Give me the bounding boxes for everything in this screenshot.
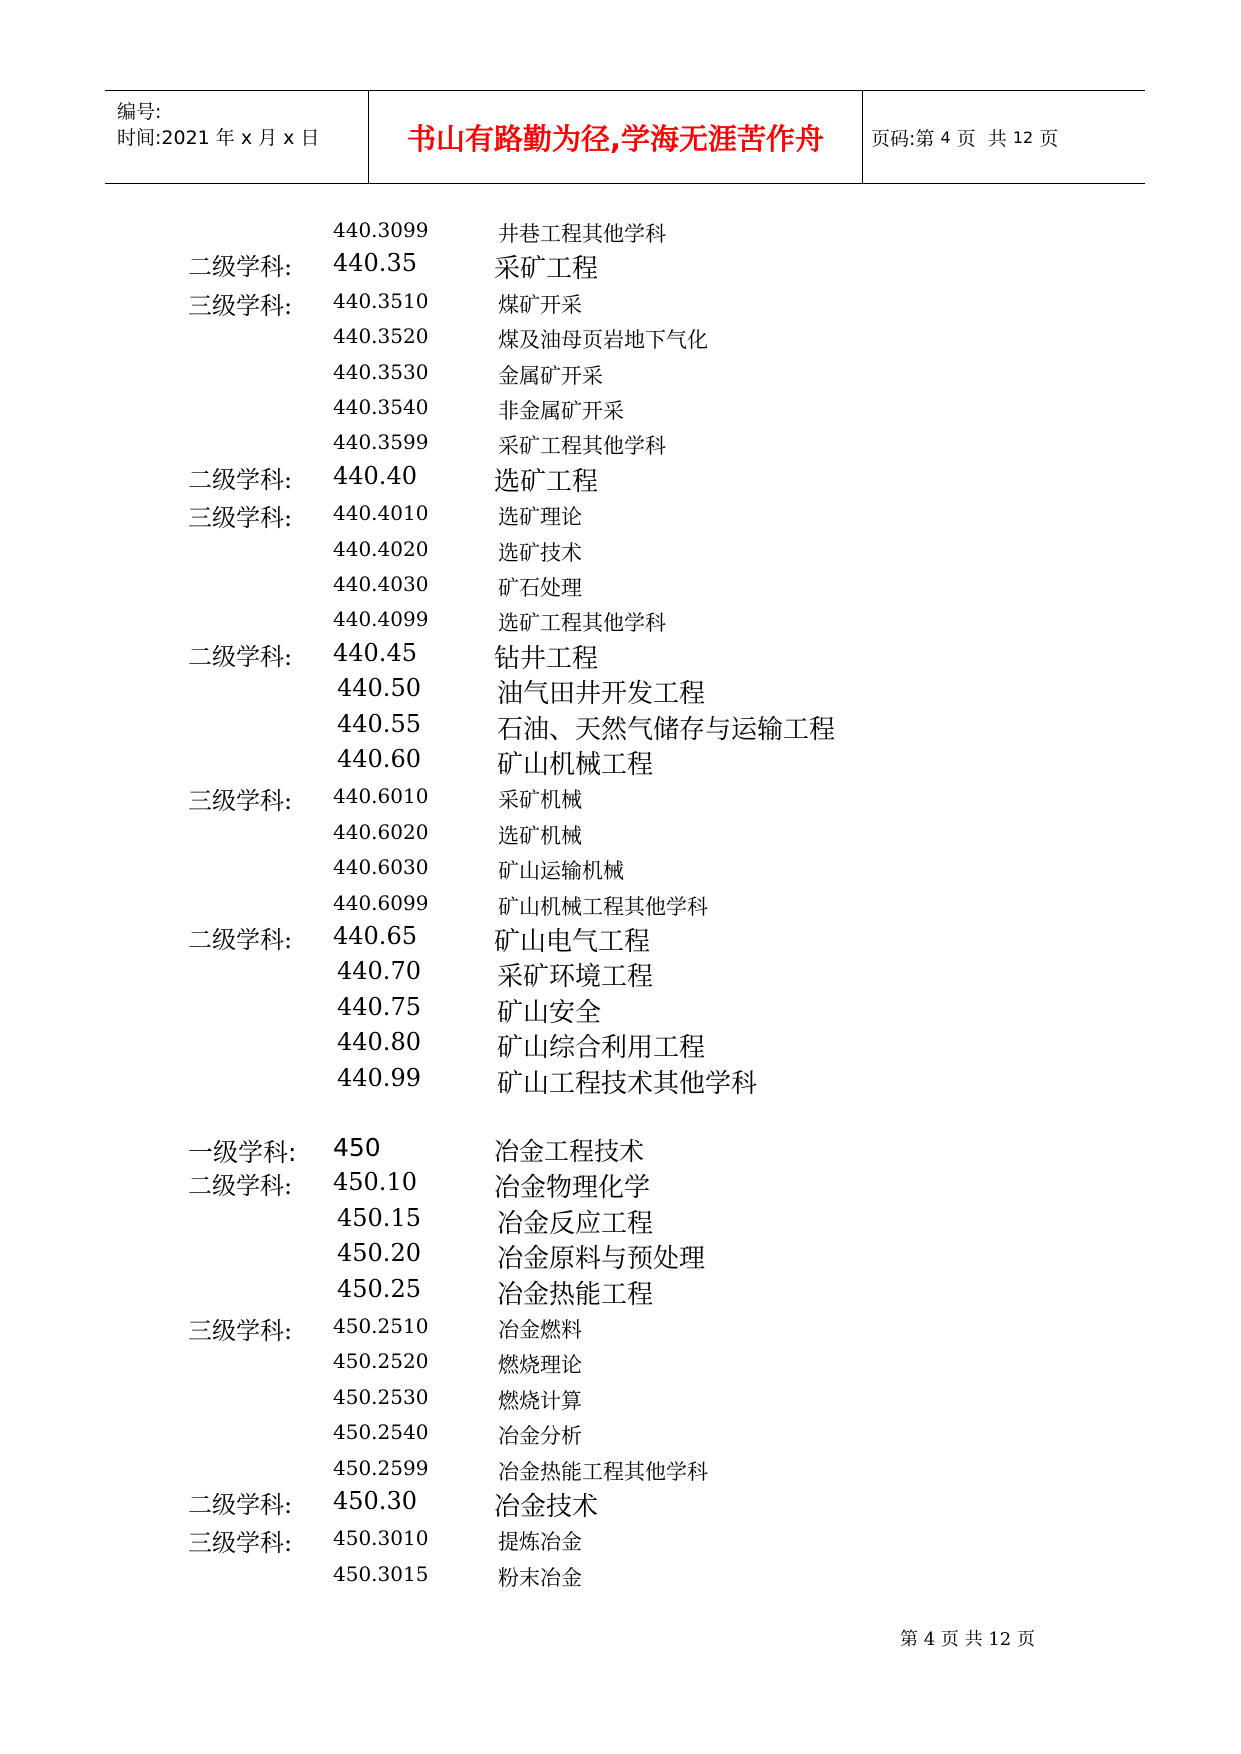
list-item <box>0 566 1241 602</box>
discipline-name: 冶金分析 <box>498 1424 582 1449</box>
discipline-code: 450.3015 <box>333 1561 429 1586</box>
discipline-name: 选矿工程其他学科 <box>498 611 666 636</box>
list-item <box>0 885 1241 921</box>
discipline-code: 450 <box>333 1133 381 1162</box>
discipline-name: 非金属矿开采 <box>498 399 624 423</box>
discipline-code: 450.2510 <box>333 1314 429 1338</box>
list-item <box>0 1450 1241 1486</box>
discipline-code: 440.3099 <box>333 218 429 242</box>
discipline-code: 440.4030 <box>333 572 429 596</box>
list-item <box>0 849 1241 885</box>
list-item <box>0 991 1241 1027</box>
list-item <box>0 460 1241 496</box>
discipline-name: 燃烧计算 <box>498 1388 582 1413</box>
level-label: 二级学科: <box>188 642 293 671</box>
discipline-code: 440.3530 <box>333 359 429 384</box>
discipline-name: 冶金燃料 <box>498 1318 582 1342</box>
page-prefix: 页码:第 <box>871 127 941 150</box>
level-label: 三级学科: <box>188 504 293 533</box>
level-label: 二级学科: <box>188 1172 293 1201</box>
discipline-name: 油气田井开发工程 <box>497 679 706 710</box>
discipline-code: 440.65 <box>333 922 417 950</box>
header-page-number <box>871 91 1058 183</box>
discipline-code: 440.60 <box>337 745 421 773</box>
discipline-code: 450.2530 <box>333 1384 429 1409</box>
list-item <box>0 1343 1241 1379</box>
discipline-name: 矿山机械工程 <box>497 750 654 780</box>
discipline-name: 选矿工程 <box>494 466 599 497</box>
discipline-name: 钻井工程 <box>494 643 599 674</box>
list-item <box>0 318 1241 354</box>
discipline-name: 采矿工程 <box>494 254 599 285</box>
discipline-code: 440.3540 <box>333 395 429 419</box>
discipline-code: 450.30 <box>333 1487 417 1515</box>
discipline-code: 440.6030 <box>333 855 429 880</box>
level-label: 三级学科: <box>188 1529 293 1558</box>
level-label: 二级学科: <box>188 465 293 494</box>
discipline-name: 冶金原料与预处理 <box>497 1244 706 1275</box>
list-item <box>0 1273 1241 1309</box>
discipline-code: 440.35 <box>333 249 417 278</box>
discipline-code: 440.6020 <box>333 819 429 844</box>
discipline-name: 选矿机械 <box>498 823 582 848</box>
list-item <box>0 1556 1241 1592</box>
discipline-name: 矿山安全 <box>497 997 602 1028</box>
discipline-name: 冶金热能工程 <box>497 1279 654 1310</box>
discipline-code: 450.15 <box>337 1203 421 1232</box>
serial-label: 编号: <box>117 101 162 123</box>
discipline-name: 石油、天然气储存与运输工程 <box>497 714 836 745</box>
list-item <box>0 1308 1241 1344</box>
header-motto: 书山有路勤为径,学海无涯苦作舟 <box>406 121 825 156</box>
discipline-name: 矿山综合利用工程 <box>497 1033 706 1064</box>
discipline-name: 采矿工程其他学科 <box>498 434 666 459</box>
list-item <box>0 1131 1241 1167</box>
discipline-code: 450.2520 <box>333 1349 429 1374</box>
discipline-code: 450.20 <box>337 1239 421 1268</box>
discipline-code: 440.6099 <box>333 890 429 915</box>
discipline-code: 440.4020 <box>333 536 429 561</box>
page-suffix: 页 <box>1033 127 1059 150</box>
discipline-name: 矿山电气工程 <box>494 927 651 957</box>
discipline-name: 矿山运输机械 <box>498 859 624 884</box>
discipline-code: 450.2599 <box>333 1455 429 1480</box>
header-meta <box>117 93 372 181</box>
discipline-code: 440.4010 <box>333 501 429 526</box>
list-item <box>0 1166 1241 1202</box>
list-item <box>0 212 1241 248</box>
list-item <box>0 1026 1241 1062</box>
page-num: 4 <box>940 127 951 147</box>
list-item <box>0 531 1241 567</box>
list-item <box>0 1379 1241 1415</box>
level-label: 一级学科: <box>188 1138 297 1167</box>
time-label: 时间:2021 年 x 月 x 日 <box>117 127 320 149</box>
discipline-name: 矿石处理 <box>498 576 582 600</box>
list-item <box>0 354 1241 390</box>
discipline-code: 440.50 <box>337 674 421 703</box>
page-header <box>105 90 1145 184</box>
list-item <box>0 955 1241 991</box>
list-item <box>0 637 1241 673</box>
list-item <box>0 743 1241 779</box>
list-item <box>0 708 1241 744</box>
list-item <box>0 814 1241 850</box>
discipline-code: 450.10 <box>333 1168 417 1197</box>
page-mid: 页 共 <box>950 127 1013 150</box>
discipline-code: 440.40 <box>333 461 417 490</box>
list-item <box>0 389 1241 425</box>
list-item <box>0 1237 1241 1273</box>
discipline-code: 440.45 <box>333 638 417 667</box>
discipline-code: 440.6010 <box>333 784 429 809</box>
discipline-name: 冶金技术 <box>494 1492 599 1522</box>
discipline-name: 采矿机械 <box>498 788 582 813</box>
list-item <box>0 1485 1241 1521</box>
discipline-code: 440.70 <box>337 957 421 986</box>
discipline-code: 440.3520 <box>333 324 429 349</box>
discipline-name: 煤矿开采 <box>498 292 582 317</box>
discipline-name: 粉末冶金 <box>498 1565 582 1590</box>
header-divider-right <box>862 91 863 183</box>
discipline-code: 440.4099 <box>333 607 429 632</box>
list-item <box>0 1414 1241 1450</box>
discipline-name: 冶金热能工程其他学科 <box>498 1459 708 1484</box>
discipline-name: 提炼冶金 <box>498 1530 582 1555</box>
discipline-name: 选矿技术 <box>498 540 582 565</box>
list-item <box>0 1202 1241 1238</box>
discipline-name: 燃烧理论 <box>498 1353 582 1378</box>
level-label: 三级学科: <box>188 1317 293 1345</box>
discipline-name: 矿山工程技术其他学科 <box>497 1068 758 1099</box>
list-item <box>0 672 1241 708</box>
level-label: 二级学科: <box>188 253 293 282</box>
discipline-name: 冶金反应工程 <box>497 1208 654 1239</box>
discipline-code: 440.3510 <box>333 288 429 313</box>
discipline-name: 冶金物理化学 <box>494 1173 651 1204</box>
level-label: 二级学科: <box>188 1491 293 1519</box>
list-item <box>0 920 1241 956</box>
discipline-name: 选矿理论 <box>498 505 582 530</box>
list-item <box>0 424 1241 460</box>
discipline-code: 450.25 <box>337 1274 421 1303</box>
list-item <box>0 1062 1241 1098</box>
list-item <box>0 247 1241 283</box>
discipline-code: 440.55 <box>337 709 421 738</box>
level-label: 三级学科: <box>188 291 293 320</box>
page-total: 12 <box>1012 127 1034 147</box>
discipline-code: 440.75 <box>337 992 421 1021</box>
discipline-name: 采矿环境工程 <box>497 962 654 993</box>
discipline-code: 440.80 <box>337 1028 421 1057</box>
list-item <box>0 495 1241 531</box>
discipline-name: 金属矿开采 <box>498 363 603 388</box>
discipline-code: 440.3599 <box>333 430 429 455</box>
list-item <box>0 601 1241 637</box>
list-item <box>0 778 1241 814</box>
discipline-name: 矿山机械工程其他学科 <box>498 894 708 919</box>
level-label: 二级学科: <box>188 926 293 954</box>
discipline-name: 井巷工程其他学科 <box>498 222 666 246</box>
list-item <box>0 1520 1241 1556</box>
page-footer: 第 4 页 共 12 页 <box>900 1629 1035 1650</box>
list-item <box>0 283 1241 319</box>
discipline-code: 450.3010 <box>333 1526 429 1551</box>
discipline-code: 450.2540 <box>333 1420 429 1445</box>
discipline-name: 煤及油母页岩地下气化 <box>498 328 708 353</box>
discipline-name: 冶金工程技术 <box>494 1137 645 1166</box>
level-label: 三级学科: <box>188 787 293 816</box>
discipline-code: 440.99 <box>337 1063 421 1092</box>
